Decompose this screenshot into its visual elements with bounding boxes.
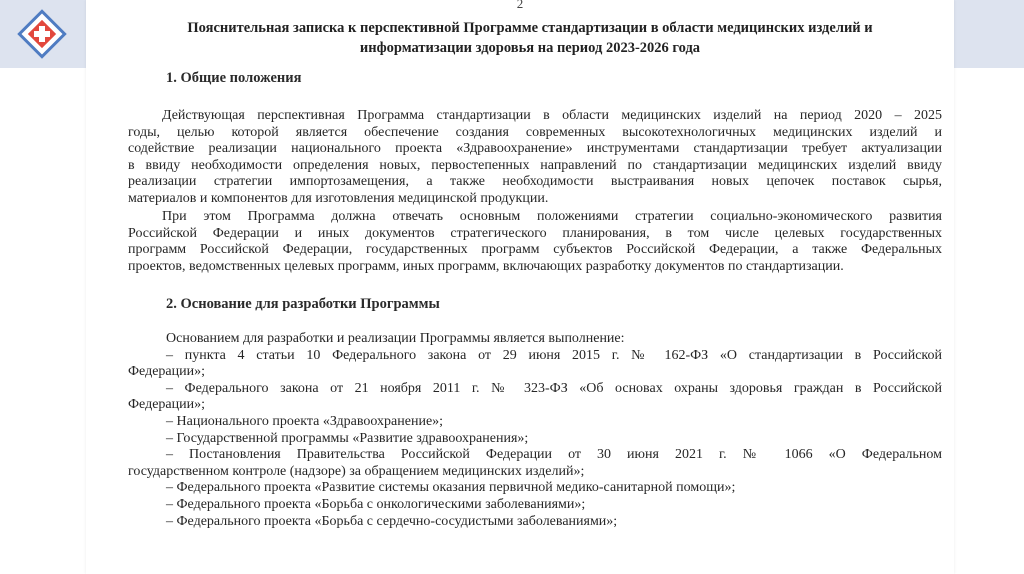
list-item: – Федерального проекта «Борьба с сердечно-сосудистыми заболеваниями»;: [166, 513, 618, 529]
text-line: проектов, ведомственных целевых программ, иных программ, включающих разработку документов по стандартизации.: [128, 258, 844, 274]
text-line: годы, целью которой является обеспечение создания современных высокотехнологичных медицинских изделий и: [128, 124, 942, 140]
text-line: в ввиду необходимости определения новых, первостепенных направлений по стандартизации медицинских изделий ввиду: [128, 157, 942, 173]
list-item: – Федерального закона от 21 ноября 2011 г. № 323-ФЗ «Об основах охраны здоровья граждан в Российской: [166, 380, 942, 396]
list-item-continuation: Федерации»;: [128, 397, 206, 413]
section-1-paragraph-1: [128, 108, 942, 208]
text-line: программ Российской Федерации, государственных программ субъектов Российской Федерации, а также Федеральных: [128, 242, 942, 258]
title-line-2: информатизации здоровья на период 2023-2026 года: [359, 40, 701, 56]
list-intro: Основанием для разработки и реализации Программы является выполнение:: [166, 331, 625, 346]
section-1-paragraph-2: [128, 209, 942, 275]
title-line-1: Пояснительная записка к перспективной Программе стандартизации в области медицинских изделий и: [187, 20, 873, 36]
list-item-continuation: государственном контроле (надзоре) за обращением медицинских изделий»;: [128, 463, 585, 479]
document-page: [86, 0, 954, 574]
list-item: – пункта 4 статьи 10 Федерального закона от 29 июня 2015 г. № 162-ФЗ «О стандартизации в Российской: [166, 347, 942, 363]
list-item: – Государственной программы «Развитие здравоохранения»;: [166, 430, 529, 446]
text-line: Действующая перспективная Программа стандартизации в области медицинских изделий на период 2020 – 2025: [162, 108, 942, 123]
text-line: содействие реализации национального проекта «Здравоохранение» инструментами стандартизации требует актуализации: [128, 141, 942, 157]
document-title: [130, 18, 930, 58]
page-number: 2: [516, 0, 524, 11]
text-line: Российской Федерации и иных документов стратегического планирования, в том числе целевых государственных: [128, 225, 942, 241]
list-item: – Национального проекта «Здравоохранение»;: [166, 413, 444, 429]
list-item-continuation: Федерации»;: [128, 364, 206, 380]
text-line: реализации стратегии импортозамещения, а также необходимости выстраивания новых цепочек поставок сырья,: [128, 174, 942, 190]
text-line: При этом Программа должна отвечать основным положениями стратегии социально-экономического развития: [162, 209, 942, 224]
section-2-list: [128, 331, 942, 530]
medical-emblem-icon: [16, 8, 68, 60]
list-item: – Федерального проекта «Борьба с онкологическими заболеваниями»;: [166, 496, 586, 512]
section-2-heading: 2. Основание для разработки Программы: [166, 296, 440, 312]
list-item: – Постановления Правительства Российской Федерации от 30 июня 2021 г. № 1066 «О Федеральном: [166, 447, 942, 463]
text-line: материалов и компонентов для изготовления медицинской продукции.: [128, 190, 549, 206]
section-1-heading: 1. Общие положения: [166, 70, 302, 86]
list-item: – Федерального проекта «Развитие системы оказания первичной медико-санитарной помощи»;: [166, 480, 736, 496]
